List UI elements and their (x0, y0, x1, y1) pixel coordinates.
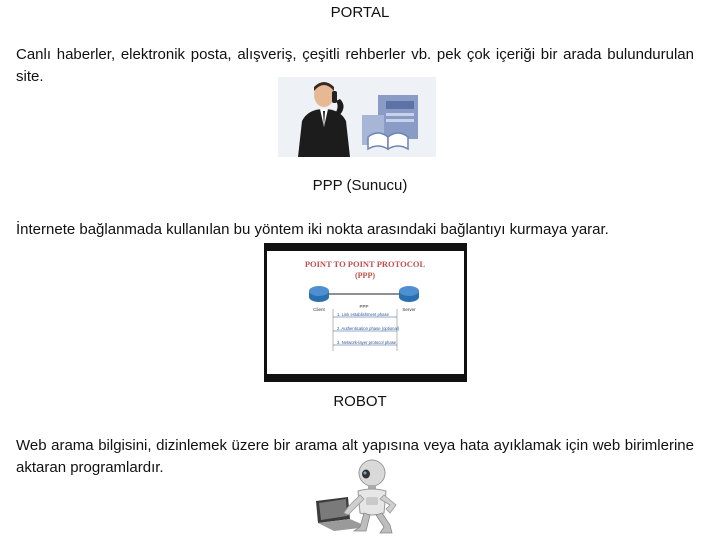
portal-image (278, 77, 436, 157)
server-router-icon (399, 286, 419, 302)
ppp-diagram-graphic (267, 251, 464, 374)
ppp-phase-1: 1. Link establishment phase (337, 312, 389, 317)
robot-laptop-icon (310, 457, 408, 535)
ppp-diagram-title: POINT TO POINT PROTOCOL (304, 259, 426, 269)
ppp-description: İnternete bağlanmada kullanılan bu yöntem iki nokta arasındaki bağlantıyı kurmaya yarar. (16, 221, 609, 238)
ppp-diagram-subtitle: (PPP) (355, 271, 375, 280)
portal-title: PORTAL (330, 4, 390, 21)
ppp-phase-3: 3. Network-layer protocol phase (337, 340, 397, 345)
server-label: Server (402, 307, 416, 312)
ppp-phase-2: 2. Authentication phase (optional) (337, 326, 400, 331)
ppp-title: PPP (Sunucu) (312, 177, 408, 194)
robot-description: Web arama bilgisini, dizinlemek üzere bir arama alt yapısına veya hata ayıklamak için web birimlerine aktaran programlardır. (16, 437, 694, 476)
businessman-phone-book-icon (278, 77, 436, 157)
portal-description: Canlı haberler, elektronik posta, alışveriş, çeşitli rehberler vb. pek çok içeriği bir arada bulundurulan site. (16, 46, 694, 85)
robot-title: ROBOT (333, 393, 387, 410)
client-router-icon (309, 286, 329, 302)
ppp-diagram (264, 243, 467, 382)
ppp-link-label: PPP (359, 304, 369, 309)
client-label: Client (313, 307, 325, 312)
robot-image (310, 457, 408, 535)
